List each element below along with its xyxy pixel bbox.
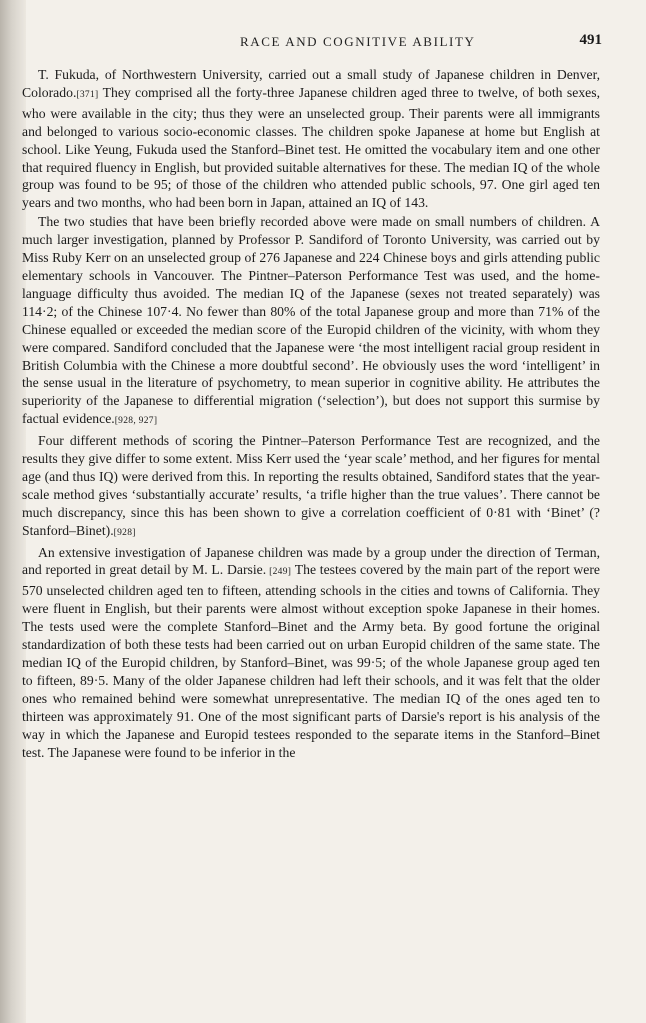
paragraph-darsie xyxy=(22,544,600,762)
running-title: RACE AND COGNITIVE ABILITY xyxy=(240,34,476,49)
paragraph-scoring-methods xyxy=(22,432,600,542)
paragraph-text: T. Fukuda, of Northwestern University, carried out a small study of Japanese children in Denver, Colorado. xyxy=(22,67,600,100)
paragraph-text-continued: They comprised all the forty-three Japanese children aged three to twelve, of both sexes, who were available in the city; thus they were an unselected group. Their parents were all immigrants and belonged to various socio-economic classes. The children spoke Japanese at home but English at school. Like Yeung, Fukuda used the Stanford–Binet test. He omitted the vocabulary item and one other that required fluency in English, but provided suitable alternatives for these. The median IQ of the whole group was found to be 95; of those of the children who attended public schools, 97. One girl aged ten years and two months, who had been born in Japan, attained an IQ of 143. xyxy=(22,84,600,211)
page-number: 491 xyxy=(579,32,602,48)
paragraph-sandiford xyxy=(22,213,600,431)
paragraph-text: An extensive investigation of Japanese children was made by a group under the direction of Terman, and reported in great detail by M. L. Darsie. xyxy=(22,544,600,578)
reference-marker: [371] xyxy=(76,89,99,100)
paragraph-text: The two studies that have been briefly recorded above were made on small numbers of children. A much larger investigation, planned by Professor P. Sandiford of Toronto University, was carried out by Miss Ruby Kerr on an unselected group of 276 Japanese and 224 Chinese boys and girls attending public elementary schools in Vancouver. The Pintner–Paterson Performance Test was used, and the home-language difficulty thus avoided. The median IQ of the Japanese (sexes not treated separately) was 114·2; of the Chinese 107·4. No fewer than 80% of the total Japanese group and more than 71% of the Chinese equalled or exceeded the median score of the Europid children of the vicinity, with whom they were compared. Sandiford concluded that the Japanese were ‘the most intelligent racial group resident in British Columbia with the Chinese a more doubtful second’. He obviously uses the word ‘intelligent’ in the sense usual in the literature of psychometry, to mean superior in cognitive ability. He attributes the superiority of the Japanese to differential migration (‘selection’), but does not support this surmise by factual evidence. xyxy=(22,214,600,427)
reference-marker: [249] xyxy=(266,567,292,578)
paragraph-text-continued: The testees covered by the main part of the report were 570 unselected children aged ten to fifteen, attending schools in the cities and towns of California. They were fluent in English, but their parents were almost without exception spoke Japanese in their homes. The tests used were the complete Stanford–Binet and the Army beta. By good fortune the original standardization of both these tests had been carried out on urban Europid children of the same state. The median IQ of the Europid children, by Stanford–Binet, was 99·5; of the whole Japanese group aged ten to fifteen, 89·5. Many of the older Japanese children had left their schools, and it was felt that the older ones who remained behind were somewhat unrepresentative. The median IQ of the ones aged ten to thirteen was approximately 91. One of the most significant parts of Darsie's report is his analysis of the way in which the Japanese and Europid testees responded to the separate items in the Stanford–Binet test. The Japanese were found to be inferior in the xyxy=(22,562,600,760)
body-text xyxy=(22,66,600,762)
reference-marker: [928, 927] xyxy=(114,416,158,427)
paragraph-text: Four different methods of scoring the Pintner–Paterson Performance Test are recognized, and the results they give differ to some extent. Miss Kerr used the ‘year scale’ method, and her figures for mental age (and thus IQ) were derived from this. In reporting the results obtained, Sandiford states that the year-scale method gives ‘substantially accurate’ results, ‘a trifle higher than the true values’. There cannot be much discrepancy, since this has been shown to give a correlation coefficient of 0·81 with ‘Binet’ (? Stanford–Binet). xyxy=(22,433,600,538)
reference-marker: [928] xyxy=(113,527,136,538)
paragraph-fukuda xyxy=(22,66,600,212)
page-header xyxy=(22,32,606,54)
